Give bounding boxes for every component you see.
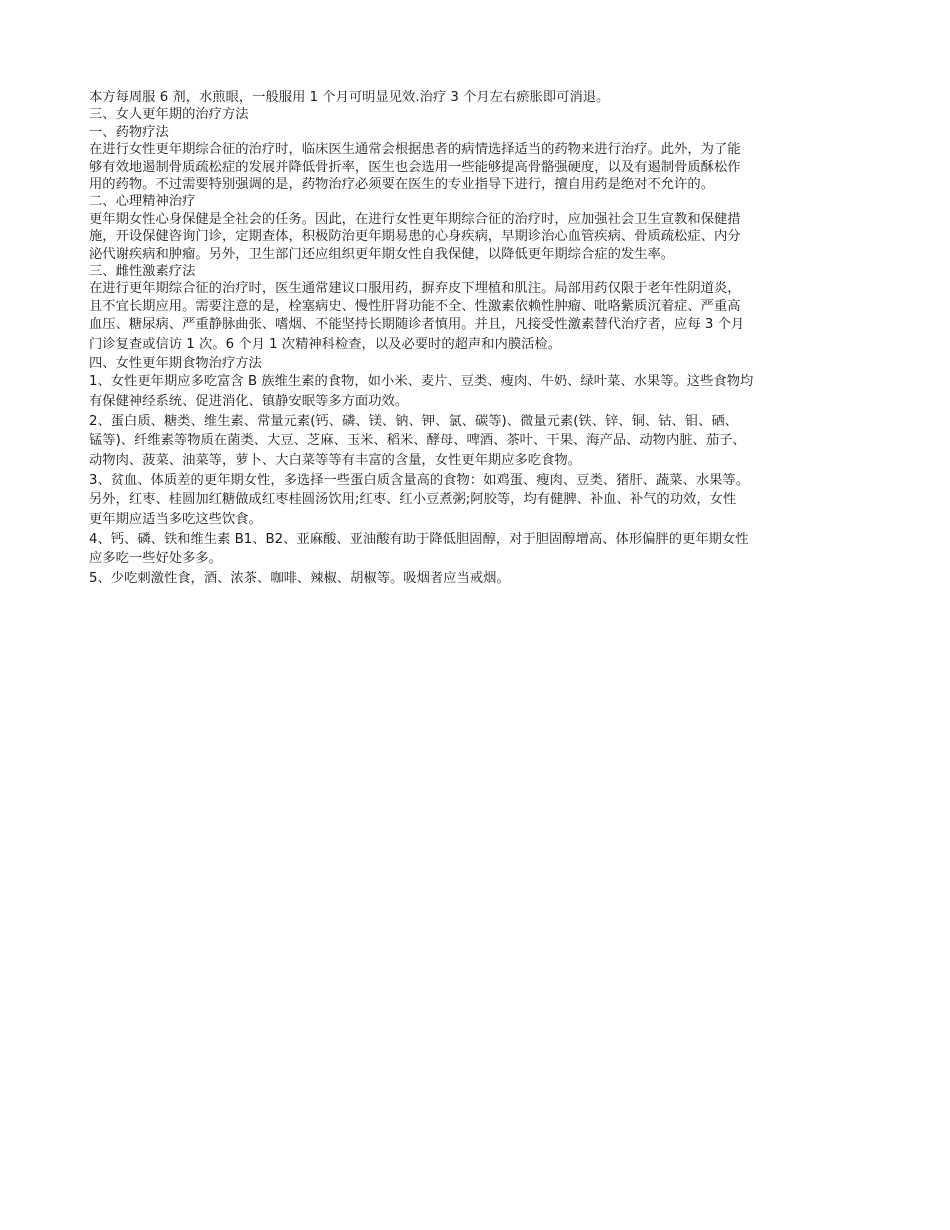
text-line: 二、心理精神治疗	[89, 194, 196, 210]
text-line: 5、少吃刺激性食，酒、浓茶、咖啡、辣椒、胡椒等。吸烟者应当戒烟。	[89, 571, 510, 587]
text-line: 三、雌性激素疗法	[89, 264, 196, 280]
text-line: 在进行女性更年期综合征的治疗时，临床医生通常会根据患者的病情选择适当的药物来进行治疗。此外，为了能	[89, 142, 741, 158]
text-line: 有保健神经系统、促进消化、镇静安眠等多方面功效。	[89, 393, 409, 409]
text-line: 血压、糖尿病、严重静脉曲张、嗜烟、不能坚持长期随诊者慎用。并且，凡接受性激素替代治疗者，应每 3 个月	[89, 317, 745, 333]
text-line: 更年期应适当多吃这些饮食。	[89, 512, 262, 528]
text-line: 应多吃一些好处多多。	[89, 551, 222, 567]
text-line: 三、女人更年期的治疗方法	[89, 107, 249, 123]
text-line: 3、贫血、体质差的更年期女性，多选择一些蛋白质含量高的食物：如鸡蛋、瘦肉、豆类、猪肝、蔬菜、水果等。	[89, 472, 750, 488]
text-line: 四、女性更年期食物治疗方法	[89, 355, 262, 371]
text-line: 1、女性更年期应多吃富含 B 族维生素的食物，如小米、麦片、豆类、瘦肉、牛奶、绿叶菜、水果等。这些食物均	[89, 374, 754, 390]
text-line: 施，开设保健咨询门诊，定期查体，积极防治更年期易患的心身疾病，早期诊治心血管疾病、骨质疏松症、内分	[89, 229, 741, 245]
text-line: 一、药物疗法	[89, 124, 169, 140]
text-line: 另外，红枣、桂圆加红糖做成红枣桂圆汤饮用;红枣、红小豆煮粥;阿胶等，均有健脾、补血、补气的功效，女性	[89, 492, 737, 508]
text-line: 用的药物。不过需要特别强调的是，药物治疗必须要在医生的专业指导下进行，擅自用药是绝对不允许的。	[89, 177, 714, 193]
text-line: 在进行更年期综合征的治疗时，医生通常建议口服用药，摒弃皮下埋植和肌注。局部用药仅限于老年性阴道炎，	[89, 281, 741, 297]
text-line: 本方每周服 6 剂，水煎眼，一般服用 1 个月可明显见效.治疗 3 个月左右瘀胀即可消退。	[89, 90, 610, 105]
text-line: 4、钙、磷、铁和维生素 B1、B2、亚麻酸、亚油酸有助于降低胆固醇，对于胆固醇增高、体形偏胖的更年期女性	[89, 531, 749, 547]
text-line: 且不宜长期应用。需要注意的是，栓塞病史、慢性肝肾功能不全、性激素依赖性肿瘤、吡咯紫质沉着症、严重高	[89, 298, 741, 314]
text-line: 锰等)、纤维素等物质在菌类、大豆、芝麻、玉米、稻米、酵母、啤酒、茶叶、干果、海产品、动物内脏、茄子、	[89, 433, 746, 449]
text-line: 够有效地遏制骨质疏松症的发展并降低骨折率，医生也会选用一些能够提高骨骼强硬度，以及有遏制骨质酥松作	[89, 159, 741, 175]
document-page	[89, 89, 861, 589]
text-line: 2、蛋白质、糖类、维生素、常量元素(钙、磷、镁、钠、钾、氯、碳等)、微量元素(铁、锌、铜、钴、钼、硒、	[89, 413, 738, 429]
text-line: 更年期女性心身保健是全社会的任务。因此，在进行女性更年期综合征的治疗时，应加强社会卫生宣教和保健措	[89, 211, 741, 227]
text-line: 动物肉、菠菜、油菜等，萝卜、大白菜等等有丰富的含量，女性更年期应多吃食物。	[89, 452, 581, 468]
text-line: 门诊复查或信访 1 次。6 个月 1 次精神科检查，以及必要时的超声和内膜活检。	[89, 336, 562, 352]
text-line: 泌代谢疾病和肿瘤。另外，卫生部门还应组织更年期女性自我保健，以降低更年期综合症的发生率。	[89, 246, 675, 262]
